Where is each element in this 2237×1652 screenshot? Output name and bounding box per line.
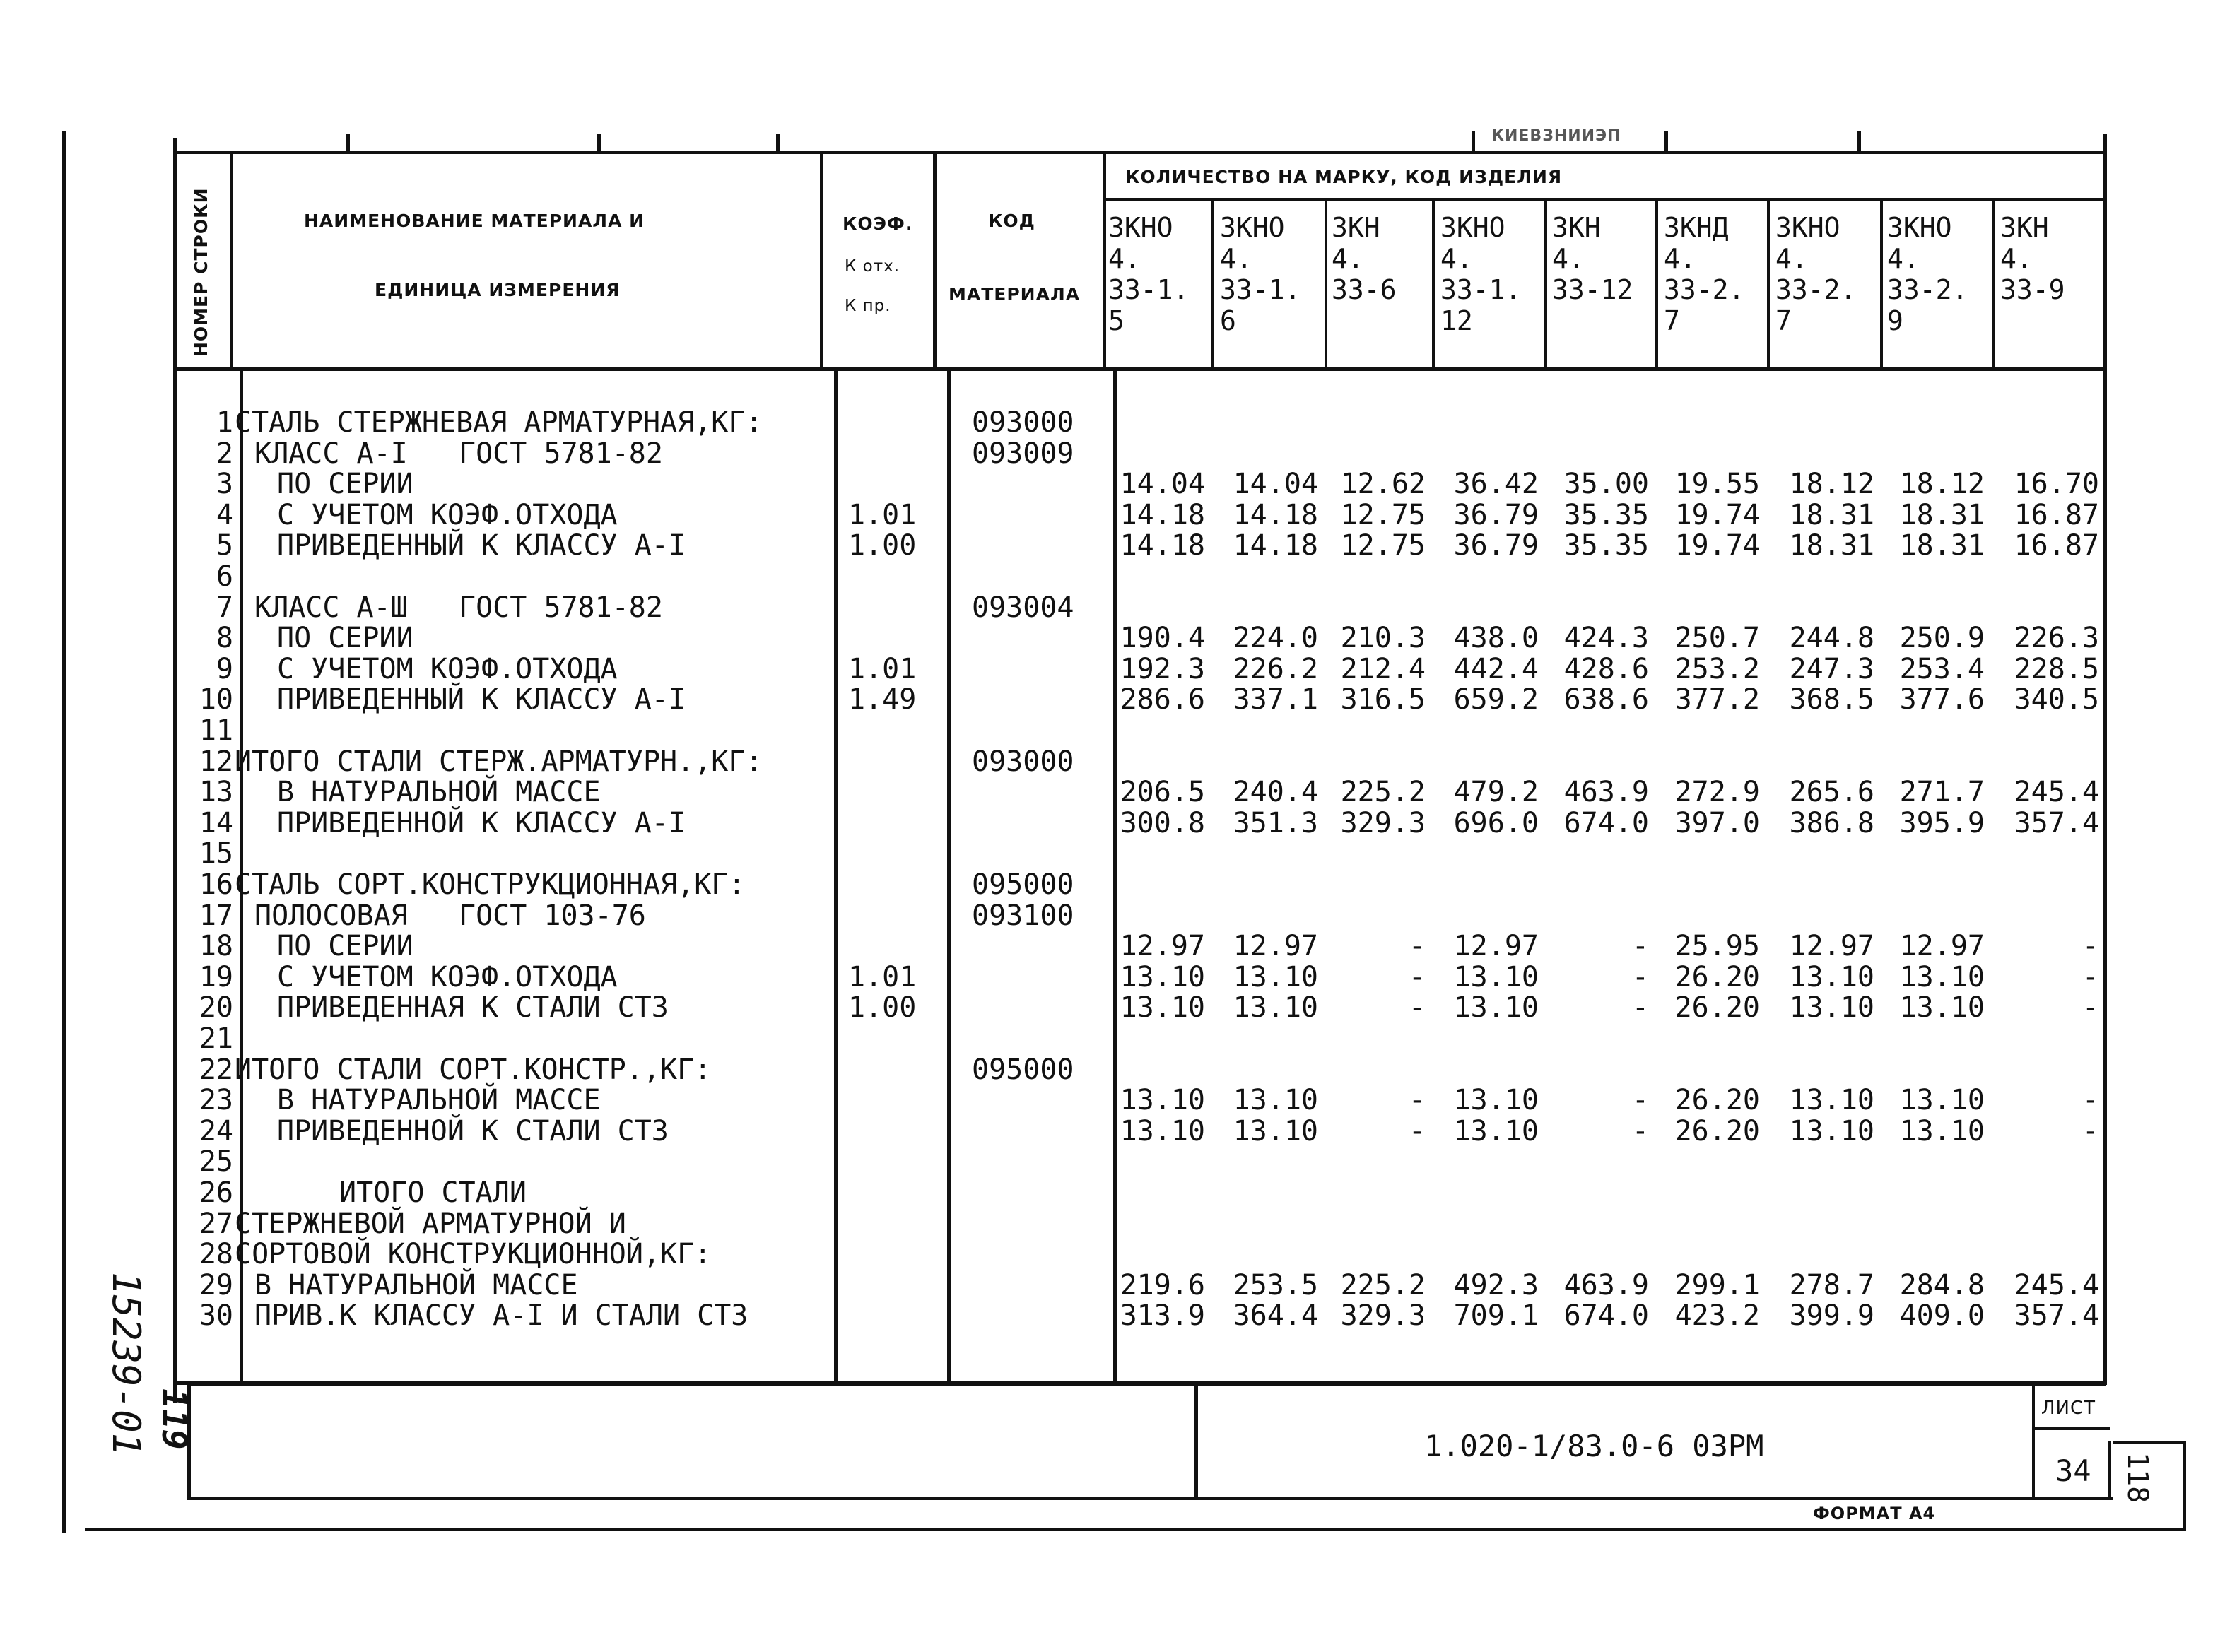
material-name: ПРИВ.К КЛАССУ А-I И СТАЛИ СТ3 bbox=[254, 1299, 748, 1333]
quantity-value: 245.4 bbox=[2014, 776, 2099, 809]
qty-title: КОЛИЧЕСТВО НА МАРКУ, КОД ИЗДЕЛИЯ bbox=[1125, 167, 1563, 187]
quantity-value: - bbox=[2082, 930, 2099, 963]
quantity-value: 12.97 bbox=[1899, 930, 1985, 963]
row-number: 27 bbox=[199, 1207, 233, 1240]
quantity-value: 442.4 bbox=[1453, 652, 1539, 685]
mark-header: ЗКНД 4. 33-2. 7 bbox=[1664, 212, 1745, 336]
row-number: 1 bbox=[216, 406, 233, 439]
table-row bbox=[0, 407, 2120, 438]
material-name: СТАЛЬ СОРТ.КОНСТРУКЦИОННАЯ,КГ: bbox=[235, 868, 746, 901]
quantity-value: 409.0 bbox=[1899, 1299, 1985, 1333]
quantity-value: - bbox=[1408, 1084, 1426, 1117]
quantity-value: 271.7 bbox=[1899, 776, 1985, 809]
quantity-value: 14.18 bbox=[1233, 498, 1318, 531]
coefficient: 1.00 bbox=[848, 991, 917, 1025]
material-name: СТАЛЬ СТЕРЖНЕВАЯ АРМАТУРНАЯ,КГ: bbox=[235, 406, 763, 439]
quantity-value: 14.18 bbox=[1120, 529, 1205, 562]
code-col-separator bbox=[1103, 152, 1106, 371]
document-code: 1.020-1/83.0-6 03РМ bbox=[1424, 1429, 1764, 1463]
table-row bbox=[0, 1023, 2120, 1054]
coefficient: 1.00 bbox=[848, 529, 917, 562]
mark-header: ЗКН 4. 33-12 bbox=[1552, 212, 1633, 305]
material-name: С УЧЕТОМ КОЭФ.ОТХОДА bbox=[277, 960, 618, 993]
quantity-value: 272.9 bbox=[1674, 776, 1760, 809]
quantity-value: 12.97 bbox=[1233, 930, 1318, 963]
quantity-value: 253.4 bbox=[1899, 652, 1985, 685]
top-tick bbox=[1472, 131, 1475, 152]
quantity-value: 18.31 bbox=[1899, 529, 1985, 562]
quantity-value: - bbox=[1408, 930, 1426, 963]
row-number: 17 bbox=[199, 899, 233, 932]
quantity-value: - bbox=[1631, 960, 1649, 993]
material-name: С УЧЕТОМ КОЭФ.ОТХОДА bbox=[277, 652, 618, 685]
mark-col-separator bbox=[1880, 199, 1883, 371]
sheet-cell-divider bbox=[2032, 1427, 2110, 1430]
row-number: 7 bbox=[216, 591, 233, 624]
quantity-value: 12.97 bbox=[1453, 930, 1539, 963]
coefficient: 1.01 bbox=[848, 498, 917, 531]
quantity-value: 659.2 bbox=[1453, 683, 1539, 716]
quantity-value: 300.8 bbox=[1120, 806, 1205, 839]
top-tick bbox=[1857, 131, 1861, 152]
material-code: 093000 bbox=[972, 406, 1074, 439]
quantity-value: 13.10 bbox=[1453, 991, 1539, 1025]
sheet-label: ЛИСТ bbox=[2041, 1398, 2096, 1419]
sheet-cell-right bbox=[2108, 1441, 2111, 1500]
quantity-value: 12.75 bbox=[1340, 498, 1426, 531]
quantity-value: 13.10 bbox=[1453, 1114, 1539, 1147]
quantity-value: 253.5 bbox=[1233, 1268, 1318, 1302]
quantity-value: 35.00 bbox=[1563, 468, 1649, 501]
quantity-value: 696.0 bbox=[1453, 806, 1539, 839]
quantity-value: 13.10 bbox=[1899, 991, 1985, 1025]
quantity-value: - bbox=[1408, 960, 1426, 993]
quantity-value: - bbox=[1631, 1114, 1649, 1147]
quantity-value: 13.10 bbox=[1789, 1114, 1874, 1147]
mark-header: ЗКНО 4. 33-2. 7 bbox=[1775, 212, 1857, 336]
row-number: 20 bbox=[199, 991, 233, 1025]
row-number: 15 bbox=[199, 837, 233, 871]
quantity-value: 13.10 bbox=[1120, 991, 1205, 1025]
quantity-value: 35.35 bbox=[1563, 498, 1649, 531]
material-name: ИТОГО СТАЛИ СТЕРЖ.АРМАТУРН.,КГ: bbox=[235, 745, 763, 778]
material-name: ПРИВЕДЕННОЙ К КЛАССУ А-I bbox=[277, 806, 686, 839]
quantity-value: 329.3 bbox=[1340, 1299, 1426, 1333]
material-name: СТЕРЖНЕВОЙ АРМАТУРНОЙ И bbox=[235, 1207, 626, 1240]
row-number: 16 bbox=[199, 868, 233, 901]
quantity-value: 329.3 bbox=[1340, 806, 1426, 839]
material-name: ПРИВЕДЕННОЙ К СТАЛИ СТ3 bbox=[277, 1114, 669, 1147]
row-number: 13 bbox=[199, 776, 233, 809]
quantity-value: 428.6 bbox=[1563, 652, 1649, 685]
quantity-value: 219.6 bbox=[1120, 1268, 1205, 1302]
table-row bbox=[0, 777, 2120, 808]
table-row bbox=[0, 1208, 2120, 1239]
quantity-value: 212.4 bbox=[1340, 652, 1426, 685]
quantity-value: 13.10 bbox=[1789, 991, 1874, 1025]
quantity-value: 13.10 bbox=[1899, 1084, 1985, 1117]
coef-header-line2: К отх. bbox=[845, 257, 900, 276]
quantity-value: 13.10 bbox=[1453, 1084, 1539, 1117]
quantity-value: 316.5 bbox=[1340, 683, 1426, 716]
quantity-value: - bbox=[1408, 991, 1426, 1025]
sheet-number: 34 bbox=[2055, 1453, 2091, 1488]
quantity-value: 19.55 bbox=[1674, 468, 1760, 501]
row-number: 28 bbox=[199, 1238, 233, 1271]
quantity-value: 438.0 bbox=[1453, 622, 1539, 655]
mark-header: ЗКН 4. 33-9 bbox=[2000, 212, 2065, 305]
table-row bbox=[0, 1239, 2120, 1270]
quantity-value: 13.10 bbox=[1899, 1114, 1985, 1147]
table-row bbox=[0, 684, 2120, 715]
material-name: В НАТУРАЛЬНОЙ МАССЕ bbox=[254, 1268, 578, 1302]
top-tick bbox=[346, 134, 350, 154]
quantity-value: 26.20 bbox=[1674, 1114, 1760, 1147]
material-code: 093004 bbox=[972, 591, 1074, 624]
quantity-value: 36.79 bbox=[1453, 498, 1539, 531]
material-name: КЛАСС А-Ш ГОСТ 5781-82 bbox=[254, 591, 663, 624]
quantity-value: 377.2 bbox=[1674, 683, 1760, 716]
table-row bbox=[0, 1270, 2120, 1301]
quantity-value: - bbox=[1631, 1084, 1649, 1117]
quantity-value: 12.97 bbox=[1789, 930, 1874, 963]
coef-header-line1: КОЭФ. bbox=[842, 213, 913, 234]
quantity-value: 313.9 bbox=[1120, 1299, 1205, 1333]
quantity-value: 224.0 bbox=[1233, 622, 1318, 655]
row-number: 18 bbox=[199, 930, 233, 963]
material-code: 095000 bbox=[972, 1053, 1074, 1086]
quantity-value: 265.6 bbox=[1789, 776, 1874, 809]
format-label: ФОРМАТ А4 bbox=[1813, 1504, 1936, 1523]
quantity-value: 14.04 bbox=[1120, 468, 1205, 501]
quantity-value: 13.10 bbox=[1789, 960, 1874, 993]
quantity-value: 245.4 bbox=[2014, 1268, 2099, 1302]
row-number: 30 bbox=[199, 1299, 233, 1333]
top-strip-text: КИЕВЗНИИЭП bbox=[1491, 127, 1621, 145]
quantity-value: 16.87 bbox=[2014, 529, 2099, 562]
mark-col-separator bbox=[1655, 199, 1658, 371]
material-code: 093009 bbox=[972, 437, 1074, 470]
table-row bbox=[0, 1054, 2120, 1085]
quantity-value: 13.10 bbox=[1233, 1114, 1318, 1147]
mark-header: ЗКН 4. 33-6 bbox=[1332, 212, 1397, 305]
material-name: С УЧЕТОМ КОЭФ.ОТХОДА bbox=[277, 498, 618, 531]
quantity-value: 18.12 bbox=[1789, 468, 1874, 501]
row-number-header: НОМЕР СТРОКИ bbox=[191, 187, 211, 357]
outer-bottom-border bbox=[85, 1528, 2185, 1531]
quantity-value: 13.10 bbox=[1233, 960, 1318, 993]
quantity-value: 286.6 bbox=[1120, 683, 1205, 716]
quantity-value: 364.4 bbox=[1233, 1299, 1318, 1333]
coefficient: 1.49 bbox=[848, 683, 917, 716]
quantity-value: 225.2 bbox=[1340, 1268, 1426, 1302]
coef-header-line3: К пр. bbox=[845, 297, 891, 315]
code-header-line2: МАТЕРИАЛА bbox=[949, 284, 1081, 305]
quantity-value: 709.1 bbox=[1453, 1299, 1539, 1333]
quantity-value: 340.5 bbox=[2014, 683, 2099, 716]
material-name: ПОЛОСОВАЯ ГОСТ 103-76 bbox=[254, 899, 646, 932]
mark-col-separator bbox=[1325, 199, 1327, 371]
table-row bbox=[0, 530, 2120, 561]
quantity-value: 16.87 bbox=[2014, 498, 2099, 531]
quantity-value: 463.9 bbox=[1563, 1268, 1649, 1302]
row-number: 10 bbox=[199, 683, 233, 716]
table-row bbox=[0, 438, 2120, 469]
quantity-value: 14.18 bbox=[1233, 529, 1318, 562]
title-block-divider bbox=[1194, 1383, 1198, 1500]
table-row bbox=[0, 808, 2120, 839]
quantity-value: 368.5 bbox=[1789, 683, 1874, 716]
quantity-value: 253.2 bbox=[1674, 652, 1760, 685]
quantity-value: 386.8 bbox=[1789, 806, 1874, 839]
quantity-value: 210.3 bbox=[1340, 622, 1426, 655]
quantity-value: - bbox=[1408, 1114, 1426, 1147]
table-row bbox=[0, 468, 2120, 500]
mark-header: ЗКНО 4. 33-2. 9 bbox=[1887, 212, 1968, 336]
quantity-value: - bbox=[2082, 960, 2099, 993]
material-name: ПРИВЕДЕННАЯ К СТАЛИ СТ3 bbox=[277, 991, 669, 1025]
table-row bbox=[0, 992, 2120, 1023]
side-box-top bbox=[2113, 1441, 2184, 1444]
quantity-value: 351.3 bbox=[1233, 806, 1318, 839]
mark-col-separator bbox=[1211, 199, 1214, 371]
quantity-value: 479.2 bbox=[1453, 776, 1539, 809]
quantity-value: 18.31 bbox=[1899, 498, 1985, 531]
table-top-border bbox=[173, 151, 2106, 154]
row-number: 25 bbox=[199, 1145, 233, 1179]
mark-header: ЗКНО 4. 33-1. 12 bbox=[1440, 212, 1522, 336]
quantity-value: 12.75 bbox=[1340, 529, 1426, 562]
title-block-bottom bbox=[187, 1497, 2113, 1500]
top-tick bbox=[597, 134, 601, 154]
margin-page-number: 119 bbox=[154, 1388, 194, 1450]
quantity-value: - bbox=[2082, 1114, 2099, 1147]
table-row bbox=[0, 715, 2120, 746]
quantity-value: 244.8 bbox=[1789, 622, 1874, 655]
top-tick bbox=[776, 134, 780, 154]
row-number: 8 bbox=[216, 622, 233, 655]
quantity-value: 240.4 bbox=[1233, 776, 1318, 809]
row-number: 12 bbox=[199, 745, 233, 778]
mark-header: ЗКНО 4. 33-1. 5 bbox=[1108, 212, 1190, 336]
quantity-value: 19.74 bbox=[1674, 529, 1760, 562]
mark-col-separator bbox=[1544, 199, 1547, 371]
row-number: 3 bbox=[216, 468, 233, 501]
table-row bbox=[0, 900, 2120, 931]
quantity-value: 399.9 bbox=[1789, 1299, 1874, 1333]
quantity-value: 674.0 bbox=[1563, 1299, 1649, 1333]
material-name: ПРИВЕДЕННЫЙ К КЛАССУ А-I bbox=[277, 683, 686, 716]
table-row bbox=[0, 1146, 2120, 1177]
table-row bbox=[0, 1177, 2120, 1208]
quantity-value: - bbox=[1631, 991, 1649, 1025]
table-row bbox=[0, 500, 2120, 531]
quantity-value: 250.7 bbox=[1674, 622, 1760, 655]
material-code: 095000 bbox=[972, 868, 1074, 901]
quantity-value: 13.10 bbox=[1120, 1084, 1205, 1117]
material-name: ПРИВЕДЕННЫЙ К КЛАССУ А-I bbox=[277, 529, 686, 562]
quantity-value: 250.9 bbox=[1899, 622, 1985, 655]
quantity-value: 397.0 bbox=[1674, 806, 1760, 839]
coef-col-separator bbox=[933, 152, 937, 371]
quantity-value: 463.9 bbox=[1563, 776, 1649, 809]
row-number: 24 bbox=[199, 1114, 233, 1147]
row-number: 14 bbox=[199, 806, 233, 839]
material-name: ИТОГО СТАЛИ СОРТ.КОНСТР.,КГ: bbox=[235, 1053, 712, 1086]
row-number: 6 bbox=[216, 560, 233, 593]
quantity-value: 13.10 bbox=[1453, 960, 1539, 993]
quantity-value: 278.7 bbox=[1789, 1268, 1874, 1302]
quantity-value: 36.42 bbox=[1453, 468, 1539, 501]
row-number: 19 bbox=[199, 960, 233, 993]
quantity-value: 25.95 bbox=[1674, 930, 1760, 963]
top-tick bbox=[1664, 131, 1668, 152]
mark-col-separator bbox=[1432, 199, 1435, 371]
table-row bbox=[0, 1085, 2120, 1116]
table-row bbox=[0, 838, 2120, 869]
name-header-line1: НАИМЕНОВАНИЕ МАТЕРИАЛА И bbox=[304, 211, 645, 231]
table-row bbox=[0, 1116, 2120, 1147]
material-name: ПО СЕРИИ bbox=[277, 468, 413, 501]
format-right-border bbox=[2183, 1441, 2186, 1531]
quantity-value: 36.79 bbox=[1453, 529, 1539, 562]
table-row bbox=[0, 654, 2120, 685]
name-header-line2: ЕДИНИЦА ИЗМЕРЕНИЯ bbox=[375, 280, 621, 300]
quantity-value: 13.10 bbox=[1789, 1084, 1874, 1117]
quantity-value: 26.20 bbox=[1674, 1084, 1760, 1117]
mark-col-separator bbox=[1767, 199, 1770, 371]
quantity-value: 13.10 bbox=[1120, 960, 1205, 993]
quantity-value: 638.6 bbox=[1563, 683, 1649, 716]
table-row bbox=[0, 931, 2120, 962]
quantity-value: 18.31 bbox=[1789, 498, 1874, 531]
row-number: 9 bbox=[216, 652, 233, 685]
row-number: 23 bbox=[199, 1084, 233, 1117]
quantity-value: 228.5 bbox=[2014, 652, 2099, 685]
row-number: 26 bbox=[199, 1176, 233, 1209]
quantity-value: 16.70 bbox=[2014, 468, 2099, 501]
quantity-value: 13.10 bbox=[1899, 960, 1985, 993]
code-header-line1: КОД bbox=[988, 211, 1035, 231]
row-number: 29 bbox=[199, 1268, 233, 1302]
material-name: СОРТОВОЙ КОНСТРУКЦИОННОЙ,КГ: bbox=[235, 1238, 712, 1271]
quantity-value: 13.10 bbox=[1120, 1114, 1205, 1147]
table-row bbox=[0, 746, 2120, 777]
quantity-value: 26.20 bbox=[1674, 991, 1760, 1025]
quantity-value: 14.18 bbox=[1120, 498, 1205, 531]
coefficient: 1.01 bbox=[848, 960, 917, 993]
material-name: ИТОГО СТАЛИ bbox=[339, 1176, 527, 1209]
quantity-value: 247.3 bbox=[1789, 652, 1874, 685]
quantity-value: 395.9 bbox=[1899, 806, 1985, 839]
mark-col-separator bbox=[1992, 199, 1995, 371]
name-col-separator bbox=[820, 152, 823, 371]
header-bottom-border bbox=[173, 367, 2106, 371]
row-number: 21 bbox=[199, 1022, 233, 1055]
table-row bbox=[0, 561, 2120, 592]
quantity-value: 424.3 bbox=[1563, 622, 1649, 655]
quantity-value: 35.35 bbox=[1563, 529, 1649, 562]
quantity-value: 492.3 bbox=[1453, 1268, 1539, 1302]
margin-stamp: 15239-01 bbox=[104, 1272, 148, 1456]
material-name: ПО СЕРИИ bbox=[277, 930, 413, 963]
mark-header: ЗКНО 4. 33-1. 6 bbox=[1220, 212, 1301, 336]
side-number: 118 bbox=[2121, 1452, 2154, 1504]
quantity-value: 284.8 bbox=[1899, 1268, 1985, 1302]
quantity-value: 225.2 bbox=[1340, 776, 1426, 809]
quantity-value: 377.6 bbox=[1899, 683, 1985, 716]
quantity-value: 674.0 bbox=[1563, 806, 1649, 839]
table-row bbox=[0, 869, 2120, 900]
sheet-cell-left bbox=[2032, 1383, 2035, 1500]
quantity-value: 13.10 bbox=[1233, 991, 1318, 1025]
quantity-value: 14.04 bbox=[1233, 468, 1318, 501]
quantity-value: 13.10 bbox=[1233, 1084, 1318, 1117]
quantity-value: - bbox=[2082, 1084, 2099, 1117]
quantity-value: 26.20 bbox=[1674, 960, 1760, 993]
row-number: 5 bbox=[216, 529, 233, 562]
quantity-value: - bbox=[1631, 930, 1649, 963]
material-name: КЛАСС А-I ГОСТ 5781-82 bbox=[254, 437, 663, 470]
quantity-value: 357.4 bbox=[2014, 1299, 2099, 1333]
material-code: 093100 bbox=[972, 899, 1074, 932]
quantity-value: 299.1 bbox=[1674, 1268, 1760, 1302]
material-name: ПО СЕРИИ bbox=[277, 622, 413, 655]
qty-title-underline bbox=[1104, 198, 2106, 201]
quantity-value: 18.31 bbox=[1789, 529, 1874, 562]
quantity-value: 206.5 bbox=[1120, 776, 1205, 809]
table-row bbox=[0, 623, 2120, 654]
row-number: 2 bbox=[216, 437, 233, 470]
table-row bbox=[0, 592, 2120, 623]
quantity-value: 19.74 bbox=[1674, 498, 1760, 531]
row-number: 11 bbox=[199, 714, 233, 747]
quantity-value: - bbox=[2082, 991, 2099, 1025]
quantity-value: 192.3 bbox=[1120, 652, 1205, 685]
quantity-value: 423.2 bbox=[1674, 1299, 1760, 1333]
material-name: В НАТУРАЛЬНОЙ МАССЕ bbox=[277, 1084, 601, 1117]
table-row bbox=[0, 962, 2120, 993]
quantity-value: 357.4 bbox=[2014, 806, 2099, 839]
quantity-value: 226.3 bbox=[2014, 622, 2099, 655]
row-number: 4 bbox=[216, 498, 233, 531]
quantity-value: 18.12 bbox=[1899, 468, 1985, 501]
quantity-value: 226.2 bbox=[1233, 652, 1318, 685]
quantity-value: 12.62 bbox=[1340, 468, 1426, 501]
table-row bbox=[0, 1300, 2120, 1331]
rownum-col-separator bbox=[230, 152, 233, 371]
material-name: В НАТУРАЛЬНОЙ МАССЕ bbox=[277, 776, 601, 809]
coefficient: 1.01 bbox=[848, 652, 917, 685]
row-number: 22 bbox=[199, 1053, 233, 1086]
material-code: 093000 bbox=[972, 745, 1074, 778]
quantity-value: 190.4 bbox=[1120, 622, 1205, 655]
title-block-top bbox=[187, 1383, 2106, 1386]
quantity-value: 12.97 bbox=[1120, 930, 1205, 963]
quantity-value: 337.1 bbox=[1233, 683, 1318, 716]
